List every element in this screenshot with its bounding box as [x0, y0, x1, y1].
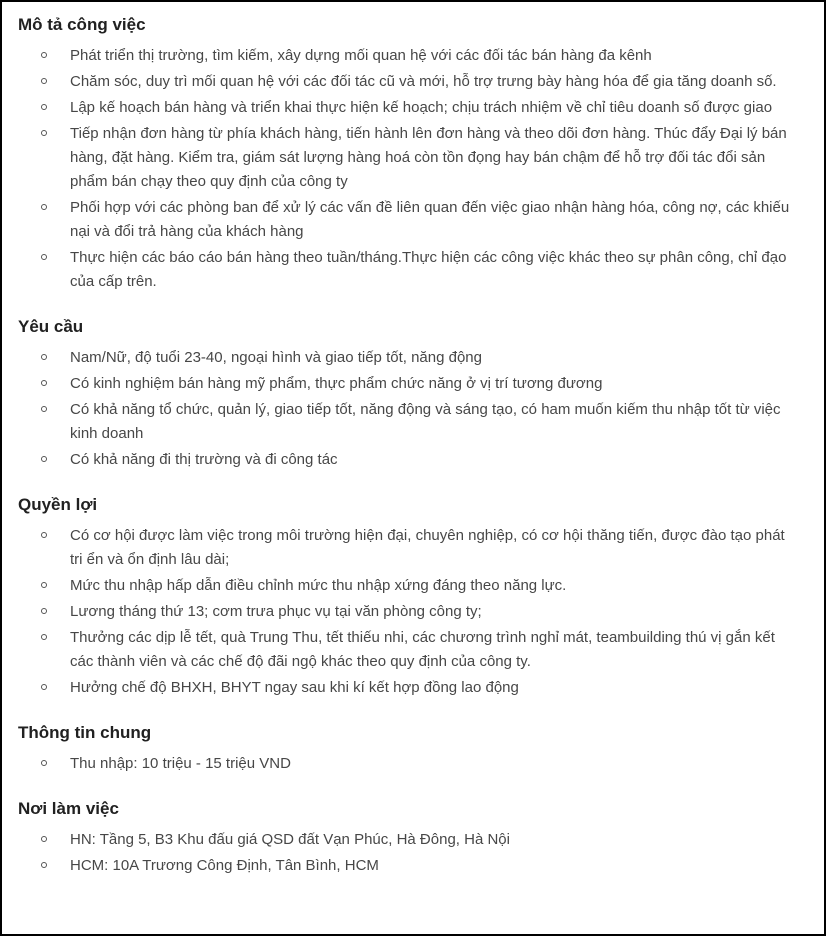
- section-list: [16, 828, 798, 878]
- bullet-circle-icon: [41, 354, 47, 360]
- section-title: Mô tả công việc: [18, 15, 146, 34]
- list-item: [70, 626, 798, 674]
- section: [16, 316, 798, 472]
- list-item-text: Hưởng chế độ BHXH, BHYT ngay sau khi kí kết hợp đồng lao động: [70, 679, 519, 696]
- list-item: [70, 44, 798, 68]
- bullet-circle-icon: [41, 608, 47, 614]
- list-item: [70, 524, 798, 572]
- list-item: [70, 372, 798, 396]
- section-title: Nơi làm việc: [18, 799, 119, 818]
- list-item: [70, 398, 798, 446]
- bullet-circle-icon: [41, 532, 47, 538]
- list-item-text: Phối hợp với các phòng ban để xử lý các vấn đề liên quan đến việc giao nhận hàng hóa, công nợ, các khiếu nại và đổi trả hàng của khách hàng: [70, 199, 790, 240]
- bullet-circle-icon: [41, 862, 47, 868]
- list-item: [70, 122, 798, 194]
- list-item-text: Phát triển thị trường, tìm kiếm, xây dựng mối quan hệ với các đối tác bán hàng đa kênh: [70, 47, 652, 64]
- bullet-circle-icon: [41, 582, 47, 588]
- list-item-text: HCM: 10A Trương Công Định, Tân Bình, HCM: [70, 857, 379, 874]
- list-item: [70, 196, 798, 244]
- list-item: [70, 346, 798, 370]
- section-title: Quyền lợi: [18, 495, 98, 514]
- list-item: [70, 70, 798, 94]
- list-item: [70, 600, 798, 624]
- list-item-text: HN: Tầng 5, B3 Khu đấu giá QSD đất Vạn Phúc, Hà Đông, Hà Nội: [70, 831, 510, 848]
- bullet-circle-icon: [41, 52, 47, 58]
- list-item-text: Có kinh nghiệm bán hàng mỹ phẩm, thực phẩm chức năng ở vị trí tương đương: [70, 375, 603, 392]
- list-item-text: Thưởng các dịp lễ tết, quà Trung Thu, tết thiếu nhi, các chương trình nghỉ mát, teambuilding thú vị gắn kết các thành viên và các chế độ đãi ngộ khác theo quy định của công ty.: [70, 629, 775, 670]
- section-list: [16, 752, 798, 776]
- list-item-text: Thực hiện các báo cáo bán hàng theo tuần/tháng.Thực hiện các công việc khác theo sự phân công, chỉ đạo của cấp trên.: [70, 249, 787, 290]
- bullet-circle-icon: [41, 78, 47, 84]
- bullet-circle-icon: [41, 634, 47, 640]
- list-item-text: Có khả năng tổ chức, quản lý, giao tiếp tốt, năng động và sáng tạo, có ham muốn kiếm thu nhập tốt từ việc kinh doanh: [70, 401, 781, 442]
- bullet-circle-icon: [41, 456, 47, 462]
- list-item-text: Chăm sóc, duy trì mối quan hệ với các đối tác cũ và mới, hỗ trợ trưng bày hàng hóa để gia tăng doanh số.: [70, 73, 777, 90]
- bullet-circle-icon: [41, 406, 47, 412]
- list-item-text: Tiếp nhận đơn hàng từ phía khách hàng, tiến hành lên đơn hàng và theo dõi đơn hàng. Thúc đẩy Đại lý bán hàng, đặt hàng. Kiểm tra, giám sát lượng hàng hoá còn tồn đọng hay bán chậm để hỗ trợ đối tác đổi sản phẩm bán chạy theo quy định của công ty: [70, 125, 787, 190]
- section-list: [16, 44, 798, 294]
- list-item: [70, 574, 798, 598]
- bullet-circle-icon: [41, 760, 47, 766]
- list-item: [70, 828, 798, 852]
- list-item-text: Có khả năng đi thị trường và đi công tác: [70, 451, 338, 468]
- list-item: [70, 854, 798, 878]
- list-item-text: Nam/Nữ, độ tuổi 23-40, ngoại hình và giao tiếp tốt, năng động: [70, 349, 482, 366]
- list-item: [70, 448, 798, 472]
- section: [16, 798, 798, 878]
- list-item: [70, 96, 798, 120]
- section-list: [16, 524, 798, 700]
- bullet-circle-icon: [41, 104, 47, 110]
- list-item: [70, 676, 798, 700]
- bullet-circle-icon: [41, 204, 47, 210]
- bullet-circle-icon: [41, 254, 47, 260]
- section: [16, 14, 798, 294]
- list-item-text: Thu nhập: 10 triệu - 15 triệu VND: [70, 755, 291, 772]
- section-title: Yêu cầu: [18, 317, 84, 336]
- list-item-text: Mức thu nhập hấp dẫn điều chỉnh mức thu nhập xứng đáng theo năng lực.: [70, 577, 567, 594]
- list-item: [70, 752, 798, 776]
- bullet-circle-icon: [41, 684, 47, 690]
- list-item: [70, 246, 798, 294]
- list-item-text: Có cơ hội được làm việc trong môi trường hiện đại, chuyên nghiệp, có cơ hội thăng tiến, được đào tạo phát tri ển và ổn định lâu dài;: [70, 527, 785, 568]
- list-item-text: Lương tháng thứ 13; cơm trưa phục vụ tại văn phòng công ty;: [70, 603, 482, 620]
- section-title: Thông tin chung: [18, 723, 152, 742]
- section: [16, 722, 798, 776]
- job-description-document: [16, 14, 798, 878]
- section-list: [16, 346, 798, 472]
- bullet-circle-icon: [41, 130, 47, 136]
- bullet-circle-icon: [41, 380, 47, 386]
- bullet-circle-icon: [41, 836, 47, 842]
- list-item-text: Lập kế hoạch bán hàng và triển khai thực hiện kế hoạch; chịu trách nhiệm về chỉ tiêu doanh số được giao: [70, 99, 773, 116]
- section: [16, 494, 798, 700]
